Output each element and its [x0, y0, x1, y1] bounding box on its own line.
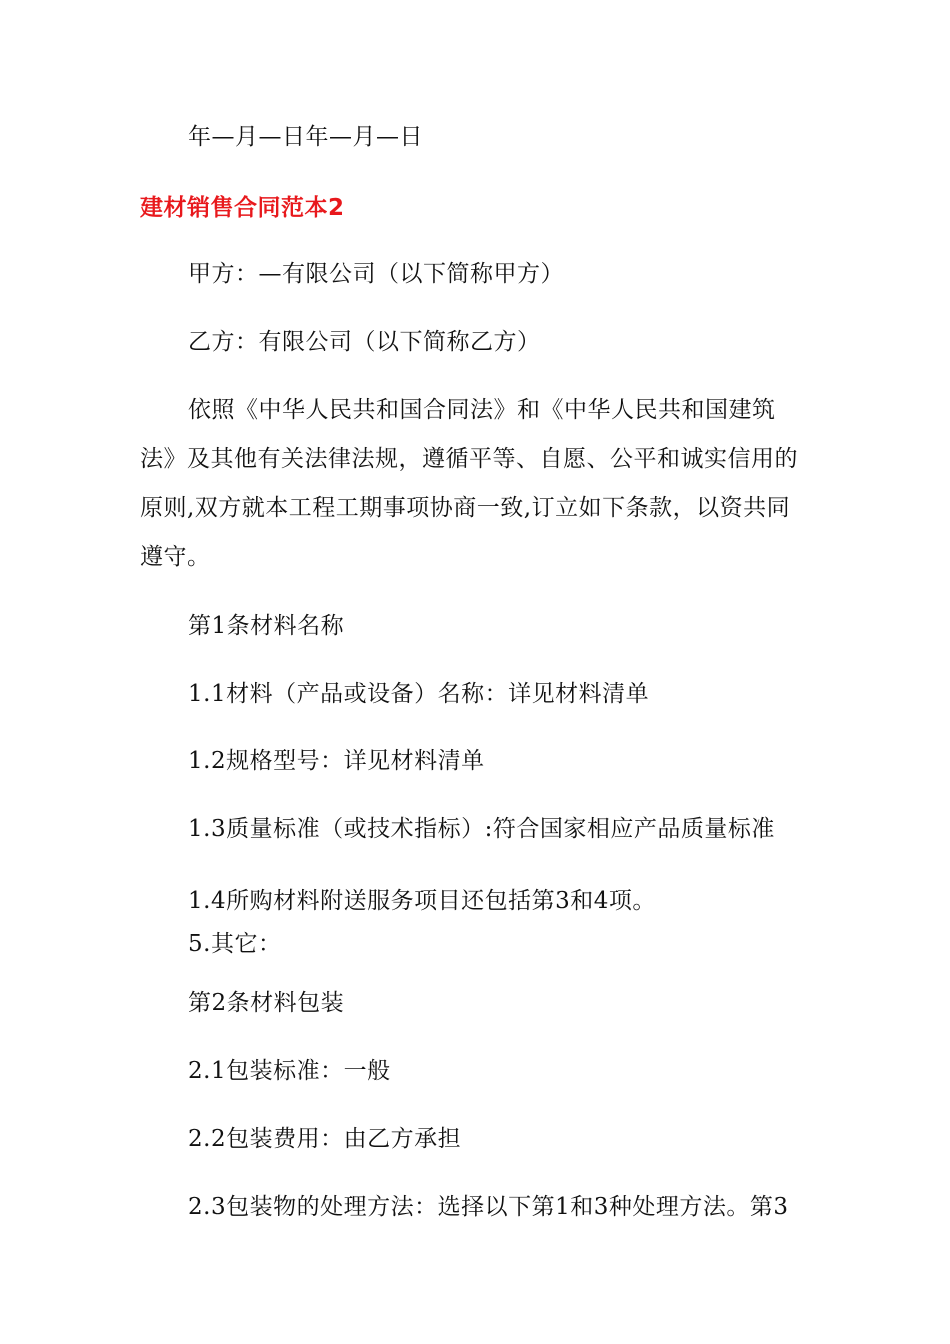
article-1-item-3: 1.3质量标准（或技术指标）:符合国家相应产品质量标准 [188, 816, 775, 842]
document-title: 建材销售合同范本2 [140, 195, 345, 221]
party-b: 乙方：有限公司（以下简称乙方） [188, 329, 541, 355]
article-2-item-2: 2.2包装费用：由乙方承担 [188, 1126, 462, 1152]
article-1-item-1: 1.1材料（产品或设备）名称：详见材料清单 [188, 681, 650, 707]
party-a: 甲方：—有限公司（以下简称甲方） [188, 261, 564, 287]
intro-line-2: 法》及其他有关法律法规，遵循平等、自愿、公平和诚实信用的 [140, 446, 798, 472]
intro-line-1: 依照《中华人民共和国合同法》和《中华人民共和国建筑 [188, 397, 776, 423]
intro-line-3: 原则,双方就本工程工期事项协商一致,订立如下条款，以资共同 [140, 495, 791, 521]
article-1-item-5: 5.其它： [188, 931, 282, 957]
article-1-item-2: 1.2规格型号：详见材料清单 [188, 748, 485, 774]
intro-line-4: 遵守。 [140, 544, 211, 570]
date-line: 年—月—日年—月—日 [188, 124, 423, 150]
article-1-heading: 第1条材料名称 [188, 613, 345, 639]
article-2-item-3: 2.3包装物的处理方法：选择以下第1和3种处理方法。第3 [188, 1194, 789, 1220]
article-2-item-1: 2.1包装标准：一般 [188, 1058, 391, 1084]
article-2-heading: 第2条材料包装 [188, 990, 345, 1016]
article-1-item-4: 1.4所购材料附送服务项目还包括第3和4项。 [188, 888, 656, 914]
